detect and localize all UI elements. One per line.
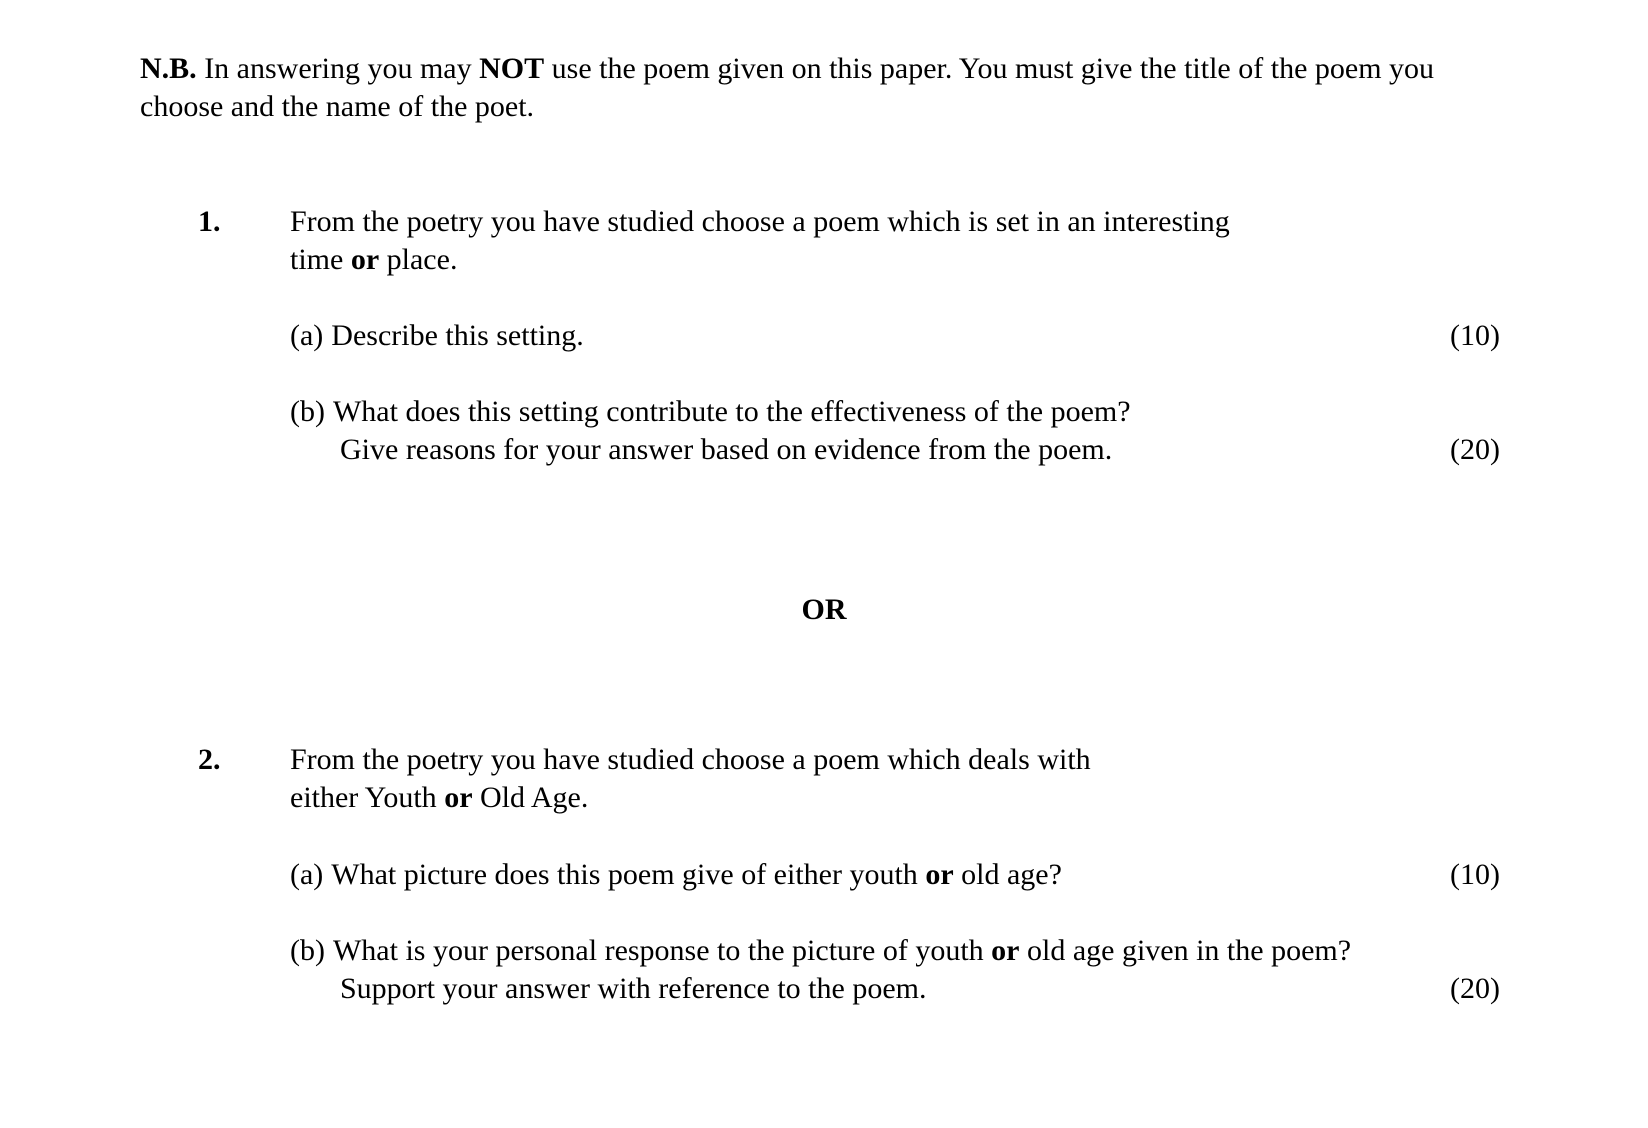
question-1-stem xyxy=(290,203,1490,279)
question-2-part-b-marks: (20) xyxy=(1450,972,1500,1005)
question-1-part-b-line1: What does this setting contribute to the effectiveness of the poem? xyxy=(332,395,1131,428)
note-not-word: NOT xyxy=(479,52,545,85)
question-2-part-a-marks: (10) xyxy=(1450,858,1500,891)
instruction-note xyxy=(140,50,1520,126)
or-separator: OR xyxy=(801,593,847,626)
question-2-part-a-pre: What picture does this poem give of either youth xyxy=(331,858,926,891)
question-1-stem-line2 xyxy=(290,241,1490,279)
question-1-part-a-label: (a) xyxy=(290,319,324,352)
question-2-part-b xyxy=(290,932,1500,1008)
question-1-stem-line1: From the poetry you have studied choose a poem which is set in an interesting xyxy=(290,205,1230,238)
question-2-stem xyxy=(290,741,1490,817)
question-1-number: 1. xyxy=(198,205,221,238)
question-1-part-a-text: Describe this setting. xyxy=(331,319,584,352)
question-1-part-b-marks: (20) xyxy=(1450,433,1500,466)
question-1-part-b-line2: Give reasons for your answer based on evidence from the poem. xyxy=(340,433,1113,466)
question-2-stem-line2-pre: either Youth xyxy=(290,781,445,814)
question-2-part-a-bold: or xyxy=(925,858,954,891)
question-2-part-b-bold: or xyxy=(991,934,1020,967)
note-text-2: use the poem given on this paper. You must give the title of the poem you choose and the name of the poet. xyxy=(140,52,1435,123)
question-2-part-a xyxy=(290,856,1500,894)
note-text-1: In answering you may xyxy=(196,52,480,85)
question-2-part-b-label: (b) xyxy=(290,934,325,967)
nb-label: N.B. xyxy=(140,52,197,85)
question-2-part-a-post: old age? xyxy=(953,858,1062,891)
question-2-number: 2. xyxy=(198,743,221,776)
question-2-stem-line1: From the poetry you have studied choose a poem which deals with xyxy=(290,743,1091,776)
question-2-part-b-line2: Support your answer with reference to the poem. xyxy=(340,972,927,1005)
question-1-stem-line2-bold: or xyxy=(350,243,380,276)
question-1-part-b xyxy=(290,393,1500,469)
question-1-part-a-marks: (10) xyxy=(1450,319,1500,352)
question-2-stem-line2-post: Old Age. xyxy=(472,781,589,814)
question-2-part-a-label: (a) xyxy=(290,858,324,891)
question-1-stem-line2-post: place. xyxy=(379,243,458,276)
question-2-stem-line2 xyxy=(290,779,1490,817)
question-2-stem-line2-bold: or xyxy=(444,781,473,814)
question-2-part-b-post: old age given in the poem? xyxy=(1019,934,1352,967)
question-1-part-a xyxy=(290,317,1500,355)
question-1-part-b-label: (b) xyxy=(290,395,325,428)
question-1-stem-line2-pre: time xyxy=(290,243,351,276)
question-2-part-b-pre: What is your personal response to the picture of youth xyxy=(332,934,992,967)
